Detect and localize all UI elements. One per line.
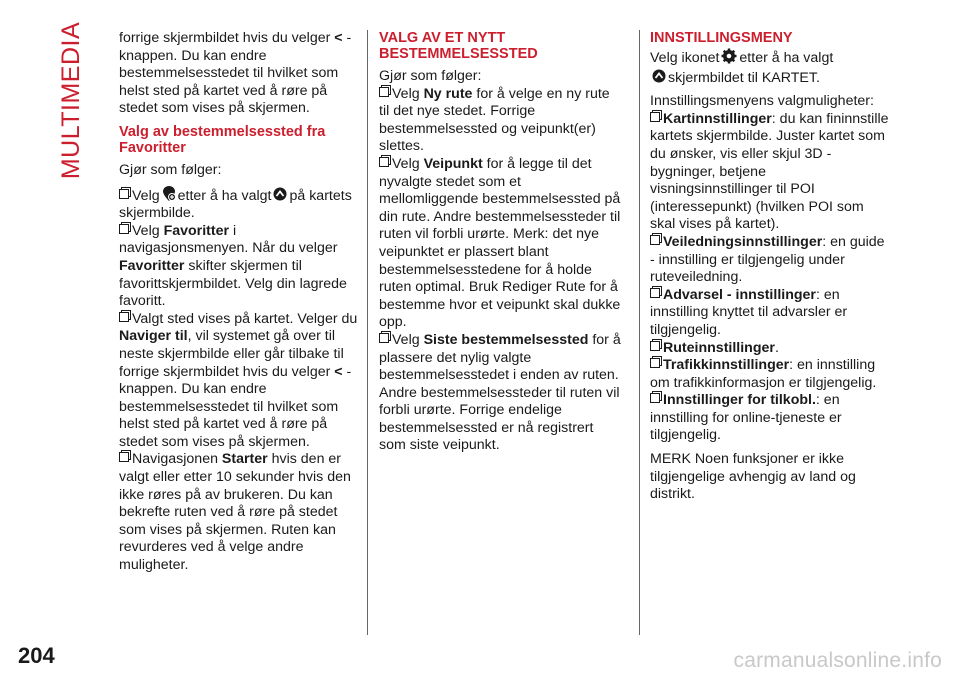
list-item: Advarsel - innstillinger: en innstilling knyttet til advarsler er tilgjengelig.	[650, 286, 848, 338]
list-item: Ruteinnstillinger.	[650, 340, 892, 358]
chevron-up-icon	[273, 186, 287, 202]
checkbox-bullet-icon	[650, 288, 660, 298]
checkbox-bullet-icon	[119, 312, 129, 322]
list-item: Navigasjonen Starter hvis den er valgt eller etter 10 sekunder hvis den ikke røres på av brukeren. Du kan bekrefte ruten ved å røre på stedet som vises på skjermen. Ruten kan revurderes ved å velge andre muligheter.	[119, 451, 351, 574]
paragraph: Gjør som følger:	[119, 161, 222, 178]
checkbox-bullet-icon	[119, 452, 129, 462]
list-item: Velg Ny rute for å velge en ny rute til det nye stedet. Forrige bestemmelsessted og veipunkt(er) slettes.	[379, 85, 610, 155]
checkbox-bullet-icon	[119, 189, 129, 199]
column-right	[650, 30, 892, 510]
checkbox-bullet-icon	[650, 235, 660, 245]
list-item: Kartinnstillinger: du kan fininnstille kartets skjermbilde. Juster kartet som du ønsker, vis eller skjul 3D - bygninger, betjene visningsinnstillinger til POI (interessepunkt) (hvilken POI som skal vises på kartet).	[650, 110, 889, 233]
checkbox-bullet-icon	[650, 393, 660, 403]
paragraph: Innstillingsmenyens valgmuligheter:	[650, 93, 874, 110]
checkbox-bullet-icon	[650, 112, 660, 122]
list-item: Velg Favoritter i navigasjonsmenyen. Når du velger Favoritter skifter skjermen til favorittskjermbildet. Velg din lagrede favoritt.	[119, 222, 347, 310]
back-key-glyph: <	[334, 363, 343, 380]
checkbox-bullet-icon	[119, 224, 129, 234]
note: MERK Noen funksjoner er ikke tilgjengelige avhengig av land og distrikt.	[650, 451, 856, 503]
chevron-up-icon	[652, 68, 666, 84]
list-item: Innstillinger for tilkobl.: en innstilling for online-tjeneste er tilgjengelig.	[650, 392, 842, 444]
column-divider-left	[367, 30, 368, 635]
watermark: carmanualsonline.info	[733, 649, 942, 672]
section-heading: Valg av bestemmelsessted fra Favoritter	[119, 123, 326, 156]
checkbox-bullet-icon	[379, 333, 389, 343]
column-divider-right	[639, 30, 640, 635]
paragraph: forrige skjermbildet hvis du velger < - knappen. Du kan endre bestemmelsesstedet til hvilket som helst sted på kartet ved å røre på stedet som vises på skjermen.	[119, 30, 352, 117]
section-heading: VALG AV ET NYTT BESTEMMELSESSTED	[379, 30, 538, 62]
column-middle	[379, 30, 621, 455]
page-number: 204	[18, 643, 55, 668]
gear-icon	[721, 48, 737, 64]
section-title: MULTIMEDIA	[57, 21, 86, 179]
checkbox-bullet-icon	[379, 157, 389, 167]
paragraph: Velg ikonet etter å ha valgt skjermbildet til KARTET.	[650, 50, 834, 86]
list-item: Velg etter å ha valgt på kartets skjermbilde.	[119, 187, 352, 222]
checkbox-bullet-icon	[650, 341, 660, 351]
list-item: Trafikkinnstillinger: en innstilling om trafikkinformasjon er tilgjengelig.	[650, 357, 877, 391]
list-item: Veiledningsinnstillinger: en guide - innstilling er tilgjengelig under ruteveiledning.	[650, 233, 885, 286]
list-item: Valgt sted vises på kartet. Velger du Naviger til, vil systemet gå over til neste skjermbilde eller går tilbake til forrige skjermbildet hvis du velger < - knappen. Du kan endre bestemmelsesstedet til hvilket som helst sted på kartet ved å røre på stedet som vises på skjermen.	[119, 310, 358, 450]
pin-add-icon	[162, 186, 176, 202]
paragraph: Gjør som følger:	[379, 68, 482, 84]
back-key-glyph: <	[334, 30, 343, 46]
column-left	[119, 30, 361, 575]
list-item: Velg Siste bestemmelsessted for å plassere det nylig valgte bestemmelsesstedet i enden av ruten. Andre bestemmelsessteder til ruten vil forbli urørte. Forrige endelige bestemmelsessted er nå registrert som siste veipunkt.	[379, 331, 621, 454]
checkbox-bullet-icon	[379, 87, 389, 97]
list-item: Velg Veipunkt for å legge til det nyvalgte stedet som et mellomliggende bestemmelsessted på din rute. Andre bestemmelsessteder til ruten vil forbli urørte. Merk: det nye veipunktet er plassert blant bestemmelsesstedene for å holde ruten optimal. Bruk Rediger Rute for å bestemme hvor et veipunkt skal dukke opp.	[379, 155, 621, 331]
checkbox-bullet-icon	[650, 358, 660, 368]
section-heading: INNSTILLINGSMENY	[650, 30, 793, 46]
